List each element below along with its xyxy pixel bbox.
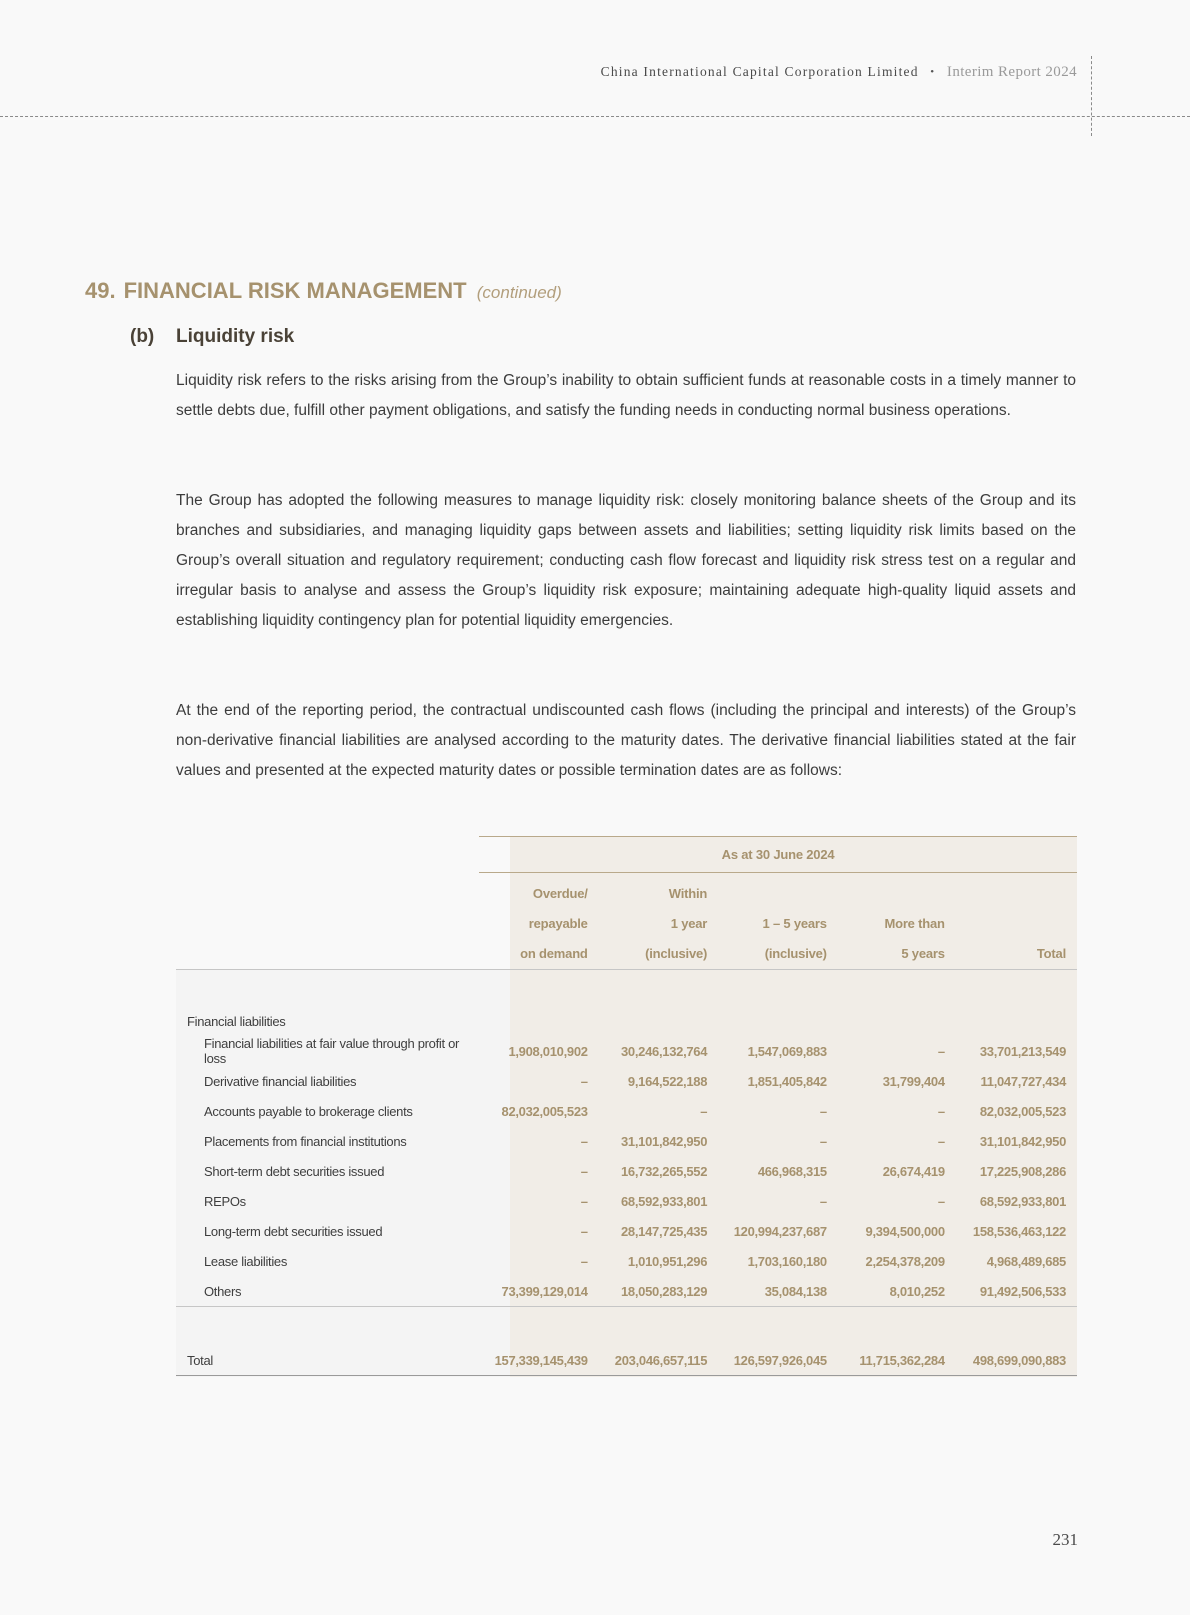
total-row: Total 157,339,145,439 203,046,657,115 126,597,926,045 11,715,362,284 498,699,090,883: [176, 1345, 1077, 1376]
table-row: Financial liabilities at fair value through profit or loss 1,908,010,902 30,246,132,764 1,547,069,883 – 33,701,213,549: [176, 1036, 1077, 1066]
period-header-row: [176, 837, 1077, 873]
row-label: Short-term debt securities issued: [204, 1163, 385, 1179]
bullet-separator: •: [930, 66, 936, 78]
header-dashed-rule: [0, 116, 1190, 117]
subsection-letter: (b): [130, 326, 155, 347]
total-label: Total: [176, 1345, 479, 1376]
row-label: Financial liabilities at fair value through profit or loss: [204, 1036, 460, 1066]
crop-mark: [1091, 56, 1092, 136]
section-heading: FINANCIAL RISK MANAGEMENT: [123, 278, 467, 303]
company-name: China International Capital Corporation Limited: [600, 64, 919, 79]
table-row: Placements from financial institutions – 31,101,842,950 – – 31,101,842,950: [176, 1126, 1077, 1156]
subsection-title: [130, 326, 294, 348]
row-label: Long-term debt securities issued: [204, 1223, 383, 1239]
col-header-1-5-years: 1 – 5 years (inclusive): [718, 873, 838, 970]
period-header: As at 30 June 2024: [479, 837, 1077, 873]
running-header: [601, 64, 1077, 81]
column-header-row: [176, 873, 1077, 970]
section-continued: (continued): [476, 283, 562, 302]
row-label: Derivative financial liabilities: [204, 1073, 357, 1089]
row-label: Accounts payable to brokerage clients: [204, 1103, 413, 1119]
table-row: REPOs – 68,592,933,801 – – 68,592,933,801: [176, 1186, 1077, 1216]
section-title: [85, 278, 562, 304]
col-header-total: Total: [956, 873, 1077, 970]
group-row: [176, 1006, 1077, 1036]
col-header-overdue: Overdue/ repayable on demand: [479, 873, 599, 970]
table-row: Accounts payable to brokerage clients 82,032,005,523 – – – 82,032,005,523: [176, 1096, 1077, 1126]
row-label: Placements from financial institutions: [204, 1133, 407, 1149]
row-label: Lease liabilities: [204, 1253, 288, 1269]
paragraph-cash-flows: At the end of the reporting period, the contractual undiscounted cash flows (including the principal and interests) of the Group’s non-derivative financial liabilities are analysed according to the maturity dates. The derivative financial liabilities stated at the fair values and presented at the expected maturity dates or possible termination dates are as follows:: [176, 702, 1076, 779]
row-label: Others: [176, 1276, 479, 1307]
table-row: Others 73,399,129,014 18,050,283,129 35,084,138 8,010,252 91,492,506,533: [176, 1276, 1077, 1307]
table-row: Long-term debt securities issued – 28,147,725,435 120,994,237,687 9,394,500,000 158,536,463,122: [176, 1216, 1077, 1246]
row-label: REPOs: [204, 1193, 246, 1209]
section-number: 49.: [85, 278, 116, 303]
subsection-heading: Liquidity risk: [176, 326, 295, 347]
report-title: Interim Report 2024: [946, 64, 1077, 80]
table-row: Derivative financial liabilities – 9,164,522,188 1,851,405,842 31,799,404 11,047,727,434: [176, 1066, 1077, 1096]
group-label: Financial liabilities: [187, 1013, 286, 1029]
col-header-more-than-5-years: More than 5 years: [838, 873, 956, 970]
table-row: Short-term debt securities issued – 16,732,265,552 466,968,315 26,674,419 17,225,908,286: [176, 1156, 1077, 1186]
liquidity-maturity-table: [176, 836, 1077, 1376]
table-row: Lease liabilities – 1,010,951,296 1,703,160,180 2,254,378,209 4,968,489,685: [176, 1246, 1077, 1276]
paragraph-measures: The Group has adopted the following measures to manage liquidity risk: closely monitoring balance sheets of the Group and its branches and subsidiaries, and managing liquidity gaps between assets and liabilities; setting liquidity risk limits based on the Group’s overall situation and regulatory requirement; conducting cash flow forecast and liquidity risk stress test on a regular and irregular basis to analyse and assess the Group’s liquidity risk exposure; maintaining adequate high-quality liquid assets and establishing liquidity contingency plan for potential liquidity emergencies.: [176, 492, 1076, 629]
col-header-within-1-year: Within 1 year (inclusive): [599, 873, 718, 970]
page-number: 231: [1052, 1530, 1078, 1549]
paragraph-definition: Liquidity risk refers to the risks arising from the Group’s inability to obtain sufficient funds at reasonable costs in a timely manner to settle debts due, fulfill other payment obligations, and satisfy the funding needs in conducting normal business operations.: [176, 372, 1076, 419]
